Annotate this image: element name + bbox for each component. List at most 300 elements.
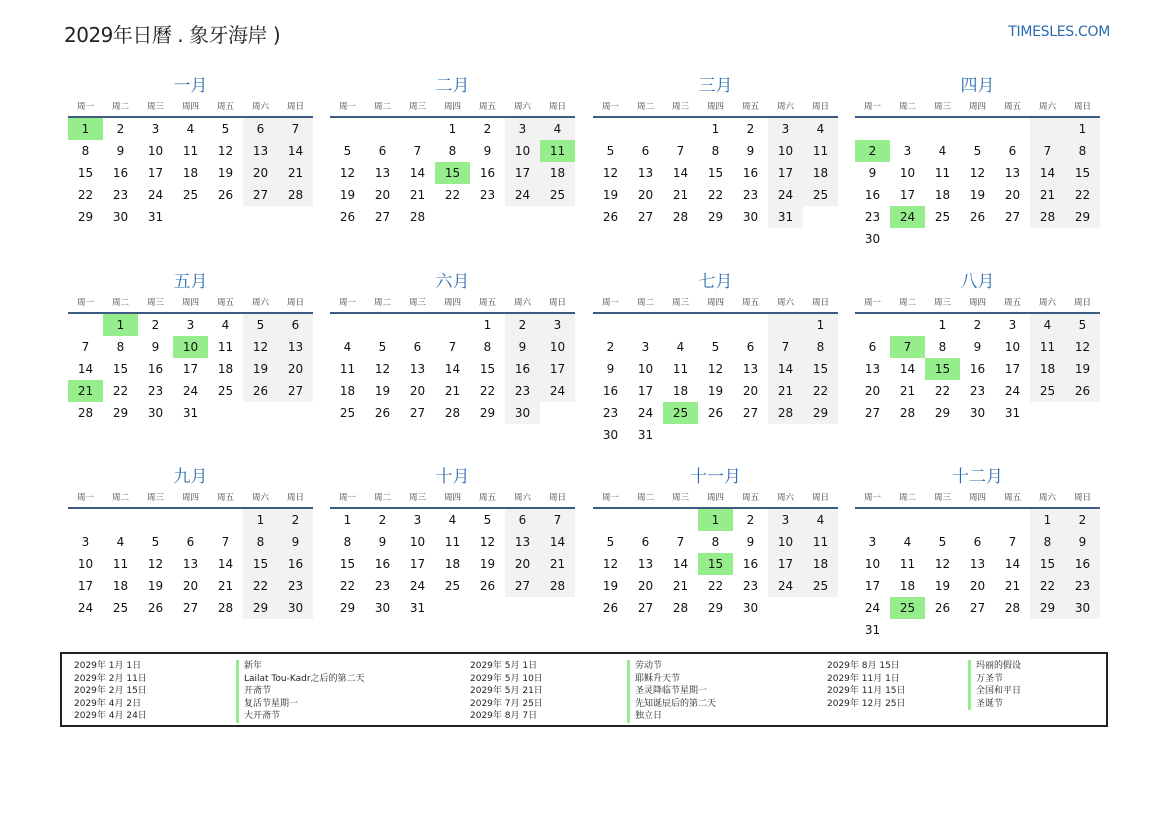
day-cell[interactable]: 22 xyxy=(112,384,129,398)
day-cell[interactable]: 22 xyxy=(707,579,724,593)
day-cell[interactable]: 25 xyxy=(934,210,951,224)
day-cell[interactable]: 20 xyxy=(1004,188,1021,202)
day-cell[interactable]: 14 xyxy=(278,140,313,162)
day-cell[interactable]: 24 xyxy=(768,184,803,206)
day-cell[interactable]: 12 xyxy=(243,336,278,358)
day-cell[interactable]: 26 xyxy=(374,406,391,420)
day-cell[interactable]: 14 xyxy=(1004,557,1021,571)
day-cell[interactable]: 2 xyxy=(378,513,387,527)
day-cell[interactable]: 7 xyxy=(278,118,313,140)
day-cell[interactable]: 28 xyxy=(278,184,313,206)
holiday-day-cell[interactable]: 25 xyxy=(663,402,698,424)
day-cell[interactable]: 9 xyxy=(116,144,125,158)
day-cell[interactable]: 16 xyxy=(742,166,759,180)
day-cell[interactable]: 20 xyxy=(969,579,986,593)
day-cell[interactable]: 5 xyxy=(483,513,492,527)
day-cell[interactable]: 16 xyxy=(147,362,164,376)
day-cell[interactable]: 13 xyxy=(409,362,426,376)
day-cell[interactable]: 22 xyxy=(803,380,838,402)
day-cell[interactable]: 22 xyxy=(444,188,461,202)
day-cell[interactable]: 7 xyxy=(768,336,803,358)
day-cell[interactable]: 7 xyxy=(81,340,90,354)
day-cell[interactable]: 4 xyxy=(186,122,195,136)
day-cell[interactable]: 9 xyxy=(1065,531,1100,553)
day-cell[interactable]: 6 xyxy=(641,144,650,158)
day-cell[interactable]: 1 xyxy=(343,513,352,527)
day-cell[interactable]: 8 xyxy=(711,535,720,549)
day-cell[interactable]: 16 xyxy=(602,384,619,398)
day-cell[interactable]: 28 xyxy=(1004,601,1021,615)
day-cell[interactable]: 15 xyxy=(707,166,724,180)
day-cell[interactable]: 17 xyxy=(147,166,164,180)
day-cell[interactable]: 2 xyxy=(505,314,540,336)
day-cell[interactable]: 27 xyxy=(1004,210,1021,224)
day-cell[interactable]: 14 xyxy=(540,531,575,553)
day-cell[interactable]: 31 xyxy=(864,623,881,637)
day-cell[interactable]: 24 xyxy=(637,406,654,420)
day-cell[interactable]: 20 xyxy=(864,384,881,398)
day-cell[interactable]: 20 xyxy=(409,384,426,398)
day-cell[interactable]: 31 xyxy=(637,428,654,442)
day-cell[interactable]: 5 xyxy=(221,122,230,136)
holiday-day-cell[interactable]: 1 xyxy=(698,509,733,531)
day-cell[interactable]: 24 xyxy=(147,188,164,202)
day-cell[interactable]: 6 xyxy=(505,509,540,531)
day-cell[interactable]: 26 xyxy=(479,579,496,593)
day-cell[interactable]: 20 xyxy=(243,162,278,184)
day-cell[interactable]: 10 xyxy=(540,336,575,358)
day-cell[interactable]: 15 xyxy=(112,362,129,376)
day-cell[interactable]: 8 xyxy=(803,336,838,358)
day-cell[interactable]: 28 xyxy=(899,406,916,420)
day-cell[interactable]: 7 xyxy=(1008,535,1017,549)
day-cell[interactable]: 23 xyxy=(505,380,540,402)
day-cell[interactable]: 29 xyxy=(77,210,94,224)
day-cell[interactable]: 16 xyxy=(505,358,540,380)
day-cell[interactable]: 14 xyxy=(899,362,916,376)
day-cell[interactable]: 13 xyxy=(243,140,278,162)
day-cell[interactable]: 17 xyxy=(182,362,199,376)
day-cell[interactable]: 6 xyxy=(1008,144,1017,158)
day-cell[interactable]: 16 xyxy=(374,557,391,571)
day-cell[interactable]: 30 xyxy=(742,601,759,615)
day-cell[interactable]: 12 xyxy=(707,362,724,376)
day-cell[interactable]: 27 xyxy=(243,184,278,206)
day-cell[interactable]: 1 xyxy=(243,509,278,531)
day-cell[interactable]: 8 xyxy=(1065,140,1100,162)
day-cell[interactable]: 11 xyxy=(803,140,838,162)
day-cell[interactable]: 12 xyxy=(217,144,234,158)
day-cell[interactable]: 27 xyxy=(864,406,881,420)
day-cell[interactable]: 17 xyxy=(540,358,575,380)
holiday-day-cell[interactable]: 15 xyxy=(925,358,960,380)
day-cell[interactable]: 11 xyxy=(339,362,356,376)
day-cell[interactable]: 18 xyxy=(672,384,689,398)
day-cell[interactable]: 3 xyxy=(81,535,90,549)
day-cell[interactable]: 8 xyxy=(1030,531,1065,553)
day-cell[interactable]: 29 xyxy=(1065,206,1100,228)
day-cell[interactable]: 19 xyxy=(339,188,356,202)
day-cell[interactable]: 5 xyxy=(378,340,387,354)
day-cell[interactable]: 1 xyxy=(711,122,720,136)
day-cell[interactable]: 16 xyxy=(112,166,129,180)
day-cell[interactable]: 30 xyxy=(864,232,881,246)
day-cell[interactable]: 17 xyxy=(1004,362,1021,376)
day-cell[interactable]: 4 xyxy=(803,509,838,531)
day-cell[interactable]: 18 xyxy=(444,557,461,571)
day-cell[interactable]: 27 xyxy=(637,210,654,224)
day-cell[interactable]: 15 xyxy=(243,553,278,575)
day-cell[interactable]: 24 xyxy=(864,601,881,615)
day-cell[interactable]: 3 xyxy=(413,513,422,527)
day-cell[interactable]: 5 xyxy=(973,144,982,158)
holiday-day-cell[interactable]: 25 xyxy=(890,597,925,619)
day-cell[interactable]: 26 xyxy=(1065,380,1100,402)
day-cell[interactable]: 19 xyxy=(374,384,391,398)
day-cell[interactable]: 28 xyxy=(1030,206,1065,228)
day-cell[interactable]: 1 xyxy=(1030,509,1065,531)
holiday-day-cell[interactable]: 1 xyxy=(103,314,138,336)
day-cell[interactable]: 28 xyxy=(540,575,575,597)
day-cell[interactable]: 31 xyxy=(147,210,164,224)
day-cell[interactable]: 3 xyxy=(768,509,803,531)
day-cell[interactable]: 14 xyxy=(409,166,426,180)
day-cell[interactable]: 30 xyxy=(742,210,759,224)
holiday-day-cell[interactable]: 1 xyxy=(68,118,103,140)
day-cell[interactable]: 17 xyxy=(77,579,94,593)
day-cell[interactable]: 23 xyxy=(374,579,391,593)
day-cell[interactable]: 5 xyxy=(343,144,352,158)
holiday-day-cell[interactable]: 21 xyxy=(68,380,103,402)
day-cell[interactable]: 18 xyxy=(112,579,129,593)
day-cell[interactable]: 27 xyxy=(278,380,313,402)
day-cell[interactable]: 8 xyxy=(81,144,90,158)
day-cell[interactable]: 5 xyxy=(606,144,615,158)
day-cell[interactable]: 11 xyxy=(934,166,951,180)
day-cell[interactable]: 9 xyxy=(746,144,755,158)
day-cell[interactable]: 28 xyxy=(217,601,234,615)
day-cell[interactable]: 10 xyxy=(899,166,916,180)
day-cell[interactable]: 25 xyxy=(182,188,199,202)
day-cell[interactable]: 19 xyxy=(147,579,164,593)
day-cell[interactable]: 16 xyxy=(278,553,313,575)
day-cell[interactable]: 28 xyxy=(768,402,803,424)
day-cell[interactable]: 5 xyxy=(1065,314,1100,336)
day-cell[interactable]: 1 xyxy=(938,318,947,332)
day-cell[interactable]: 13 xyxy=(864,362,881,376)
holiday-day-cell[interactable]: 10 xyxy=(173,336,208,358)
day-cell[interactable]: 27 xyxy=(409,406,426,420)
day-cell[interactable]: 15 xyxy=(1030,553,1065,575)
day-cell[interactable]: 29 xyxy=(707,210,724,224)
day-cell[interactable]: 2 xyxy=(746,122,755,136)
day-cell[interactable]: 8 xyxy=(448,144,457,158)
day-cell[interactable]: 16 xyxy=(969,362,986,376)
day-cell[interactable]: 12 xyxy=(479,535,496,549)
day-cell[interactable]: 6 xyxy=(641,535,650,549)
day-cell[interactable]: 31 xyxy=(768,206,803,228)
day-cell[interactable]: 30 xyxy=(602,428,619,442)
day-cell[interactable]: 27 xyxy=(637,601,654,615)
day-cell[interactable]: 8 xyxy=(116,340,125,354)
day-cell[interactable]: 19 xyxy=(479,557,496,571)
day-cell[interactable]: 4 xyxy=(938,144,947,158)
day-cell[interactable]: 30 xyxy=(278,597,313,619)
day-cell[interactable]: 14 xyxy=(217,557,234,571)
day-cell[interactable]: 22 xyxy=(339,579,356,593)
day-cell[interactable]: 27 xyxy=(182,601,199,615)
day-cell[interactable]: 2 xyxy=(278,509,313,531)
day-cell[interactable]: 23 xyxy=(864,210,881,224)
day-cell[interactable]: 6 xyxy=(746,340,755,354)
day-cell[interactable]: 18 xyxy=(339,384,356,398)
day-cell[interactable]: 21 xyxy=(768,380,803,402)
day-cell[interactable]: 27 xyxy=(969,601,986,615)
day-cell[interactable]: 19 xyxy=(1065,358,1100,380)
day-cell[interactable]: 4 xyxy=(343,340,352,354)
day-cell[interactable]: 10 xyxy=(77,557,94,571)
day-cell[interactable]: 16 xyxy=(742,557,759,571)
day-cell[interactable]: 29 xyxy=(707,601,724,615)
day-cell[interactable]: 10 xyxy=(409,535,426,549)
day-cell[interactable]: 28 xyxy=(409,210,426,224)
day-cell[interactable]: 30 xyxy=(147,406,164,420)
day-cell[interactable]: 7 xyxy=(1030,140,1065,162)
day-cell[interactable]: 14 xyxy=(77,362,94,376)
day-cell[interactable]: 25 xyxy=(112,601,129,615)
day-cell[interactable]: 12 xyxy=(602,557,619,571)
day-cell[interactable]: 20 xyxy=(278,358,313,380)
day-cell[interactable]: 8 xyxy=(243,531,278,553)
day-cell[interactable]: 22 xyxy=(934,384,951,398)
day-cell[interactable]: 26 xyxy=(707,406,724,420)
day-cell[interactable]: 10 xyxy=(768,140,803,162)
day-cell[interactable]: 9 xyxy=(606,362,615,376)
day-cell[interactable]: 29 xyxy=(339,601,356,615)
day-cell[interactable]: 19 xyxy=(934,579,951,593)
day-cell[interactable]: 4 xyxy=(221,318,230,332)
day-cell[interactable]: 4 xyxy=(1030,314,1065,336)
day-cell[interactable]: 19 xyxy=(243,358,278,380)
day-cell[interactable]: 26 xyxy=(602,601,619,615)
day-cell[interactable]: 19 xyxy=(969,188,986,202)
day-cell[interactable]: 22 xyxy=(243,575,278,597)
day-cell[interactable]: 24 xyxy=(505,184,540,206)
day-cell[interactable]: 4 xyxy=(803,118,838,140)
day-cell[interactable]: 12 xyxy=(147,557,164,571)
day-cell[interactable]: 22 xyxy=(1065,184,1100,206)
day-cell[interactable]: 24 xyxy=(540,380,575,402)
day-cell[interactable]: 15 xyxy=(803,358,838,380)
day-cell[interactable]: 23 xyxy=(112,188,129,202)
day-cell[interactable]: 8 xyxy=(343,535,352,549)
day-cell[interactable]: 2 xyxy=(116,122,125,136)
day-cell[interactable]: 29 xyxy=(803,402,838,424)
day-cell[interactable]: 6 xyxy=(243,118,278,140)
day-cell[interactable]: 29 xyxy=(934,406,951,420)
day-cell[interactable]: 30 xyxy=(374,601,391,615)
day-cell[interactable]: 30 xyxy=(969,406,986,420)
day-cell[interactable]: 3 xyxy=(186,318,195,332)
day-cell[interactable]: 28 xyxy=(444,406,461,420)
day-cell[interactable]: 9 xyxy=(483,144,492,158)
day-cell[interactable]: 17 xyxy=(505,162,540,184)
day-cell[interactable]: 12 xyxy=(339,166,356,180)
day-cell[interactable]: 20 xyxy=(637,188,654,202)
day-cell[interactable]: 13 xyxy=(742,362,759,376)
day-cell[interactable]: 28 xyxy=(77,406,94,420)
day-cell[interactable]: 1 xyxy=(803,314,838,336)
day-cell[interactable]: 3 xyxy=(903,144,912,158)
day-cell[interactable]: 7 xyxy=(221,535,230,549)
day-cell[interactable]: 4 xyxy=(540,118,575,140)
day-cell[interactable]: 7 xyxy=(448,340,457,354)
day-cell[interactable]: 23 xyxy=(479,188,496,202)
day-cell[interactable]: 6 xyxy=(278,314,313,336)
day-cell[interactable]: 8 xyxy=(483,340,492,354)
day-cell[interactable]: 13 xyxy=(1004,166,1021,180)
day-cell[interactable]: 22 xyxy=(707,188,724,202)
day-cell[interactable]: 17 xyxy=(409,557,426,571)
day-cell[interactable]: 31 xyxy=(182,406,199,420)
day-cell[interactable]: 12 xyxy=(602,166,619,180)
day-cell[interactable]: 8 xyxy=(711,144,720,158)
day-cell[interactable]: 25 xyxy=(217,384,234,398)
day-cell[interactable]: 27 xyxy=(742,406,759,420)
day-cell[interactable]: 22 xyxy=(77,188,94,202)
day-cell[interactable]: 9 xyxy=(868,166,877,180)
day-cell[interactable]: 26 xyxy=(217,188,234,202)
day-cell[interactable]: 21 xyxy=(1030,184,1065,206)
day-cell[interactable]: 23 xyxy=(278,575,313,597)
day-cell[interactable]: 18 xyxy=(934,188,951,202)
day-cell[interactable]: 13 xyxy=(505,531,540,553)
day-cell[interactable]: 4 xyxy=(676,340,685,354)
day-cell[interactable]: 30 xyxy=(1065,597,1100,619)
day-cell[interactable]: 30 xyxy=(112,210,129,224)
day-cell[interactable]: 3 xyxy=(540,314,575,336)
day-cell[interactable]: 11 xyxy=(112,557,129,571)
day-cell[interactable]: 30 xyxy=(505,402,540,424)
day-cell[interactable]: 1 xyxy=(483,318,492,332)
day-cell[interactable]: 22 xyxy=(1030,575,1065,597)
day-cell[interactable]: 10 xyxy=(768,531,803,553)
day-cell[interactable]: 21 xyxy=(278,162,313,184)
day-cell[interactable]: 2 xyxy=(483,122,492,136)
holiday-day-cell[interactable]: 24 xyxy=(890,206,925,228)
day-cell[interactable]: 10 xyxy=(1004,340,1021,354)
day-cell[interactable]: 25 xyxy=(803,575,838,597)
day-cell[interactable]: 9 xyxy=(278,531,313,553)
holiday-day-cell[interactable]: 15 xyxy=(698,553,733,575)
day-cell[interactable]: 23 xyxy=(1065,575,1100,597)
day-cell[interactable]: 29 xyxy=(479,406,496,420)
day-cell[interactable]: 4 xyxy=(903,535,912,549)
day-cell[interactable]: 16 xyxy=(479,166,496,180)
day-cell[interactable]: 20 xyxy=(182,579,199,593)
day-cell[interactable]: 19 xyxy=(602,579,619,593)
day-cell[interactable]: 28 xyxy=(672,210,689,224)
day-cell[interactable]: 3 xyxy=(1008,318,1017,332)
day-cell[interactable]: 21 xyxy=(217,579,234,593)
day-cell[interactable]: 13 xyxy=(637,166,654,180)
day-cell[interactable]: 23 xyxy=(969,384,986,398)
day-cell[interactable]: 29 xyxy=(1030,597,1065,619)
day-cell[interactable]: 19 xyxy=(707,384,724,398)
day-cell[interactable]: 20 xyxy=(374,188,391,202)
day-cell[interactable]: 26 xyxy=(147,601,164,615)
day-cell[interactable]: 15 xyxy=(1065,162,1100,184)
day-cell[interactable]: 20 xyxy=(742,384,759,398)
day-cell[interactable]: 25 xyxy=(540,184,575,206)
day-cell[interactable]: 24 xyxy=(768,575,803,597)
day-cell[interactable]: 21 xyxy=(540,553,575,575)
day-cell[interactable]: 11 xyxy=(1030,336,1065,358)
day-cell[interactable]: 1 xyxy=(1065,118,1100,140)
day-cell[interactable]: 13 xyxy=(278,336,313,358)
day-cell[interactable]: 23 xyxy=(147,384,164,398)
day-cell[interactable]: 24 xyxy=(182,384,199,398)
day-cell[interactable]: 26 xyxy=(243,380,278,402)
day-cell[interactable]: 6 xyxy=(186,535,195,549)
day-cell[interactable]: 21 xyxy=(444,384,461,398)
day-cell[interactable]: 11 xyxy=(899,557,916,571)
day-cell[interactable]: 12 xyxy=(969,166,986,180)
day-cell[interactable]: 21 xyxy=(899,384,916,398)
day-cell[interactable]: 5 xyxy=(151,535,160,549)
day-cell[interactable]: 2 xyxy=(606,340,615,354)
day-cell[interactable]: 19 xyxy=(217,166,234,180)
day-cell[interactable]: 17 xyxy=(768,162,803,184)
day-cell[interactable]: 18 xyxy=(217,362,234,376)
day-cell[interactable]: 29 xyxy=(112,406,129,420)
day-cell[interactable]: 31 xyxy=(409,601,426,615)
day-cell[interactable]: 6 xyxy=(378,144,387,158)
day-cell[interactable]: 25 xyxy=(444,579,461,593)
day-cell[interactable]: 23 xyxy=(602,406,619,420)
day-cell[interactable]: 17 xyxy=(864,579,881,593)
day-cell[interactable]: 12 xyxy=(934,557,951,571)
day-cell[interactable]: 15 xyxy=(339,557,356,571)
day-cell[interactable]: 1 xyxy=(448,122,457,136)
day-cell[interactable]: 4 xyxy=(116,535,125,549)
day-cell[interactable]: 14 xyxy=(1030,162,1065,184)
day-cell[interactable]: 18 xyxy=(899,579,916,593)
day-cell[interactable]: 16 xyxy=(1065,553,1100,575)
day-cell[interactable]: 23 xyxy=(742,188,759,202)
day-cell[interactable]: 17 xyxy=(637,384,654,398)
day-cell[interactable]: 5 xyxy=(606,535,615,549)
day-cell[interactable]: 15 xyxy=(77,166,94,180)
day-cell[interactable]: 14 xyxy=(672,557,689,571)
day-cell[interactable]: 2 xyxy=(1065,509,1100,531)
day-cell[interactable]: 7 xyxy=(413,144,422,158)
day-cell[interactable]: 21 xyxy=(409,188,426,202)
day-cell[interactable]: 22 xyxy=(479,384,496,398)
holiday-day-cell[interactable]: 2 xyxy=(855,140,890,162)
day-cell[interactable]: 5 xyxy=(243,314,278,336)
day-cell[interactable]: 7 xyxy=(676,535,685,549)
day-cell[interactable]: 18 xyxy=(803,162,838,184)
day-cell[interactable]: 27 xyxy=(374,210,391,224)
day-cell[interactable]: 26 xyxy=(602,210,619,224)
day-cell[interactable]: 25 xyxy=(803,184,838,206)
day-cell[interactable]: 8 xyxy=(938,340,947,354)
day-cell[interactable]: 6 xyxy=(973,535,982,549)
day-cell[interactable]: 2 xyxy=(973,318,982,332)
day-cell[interactable]: 13 xyxy=(637,557,654,571)
day-cell[interactable]: 7 xyxy=(540,509,575,531)
